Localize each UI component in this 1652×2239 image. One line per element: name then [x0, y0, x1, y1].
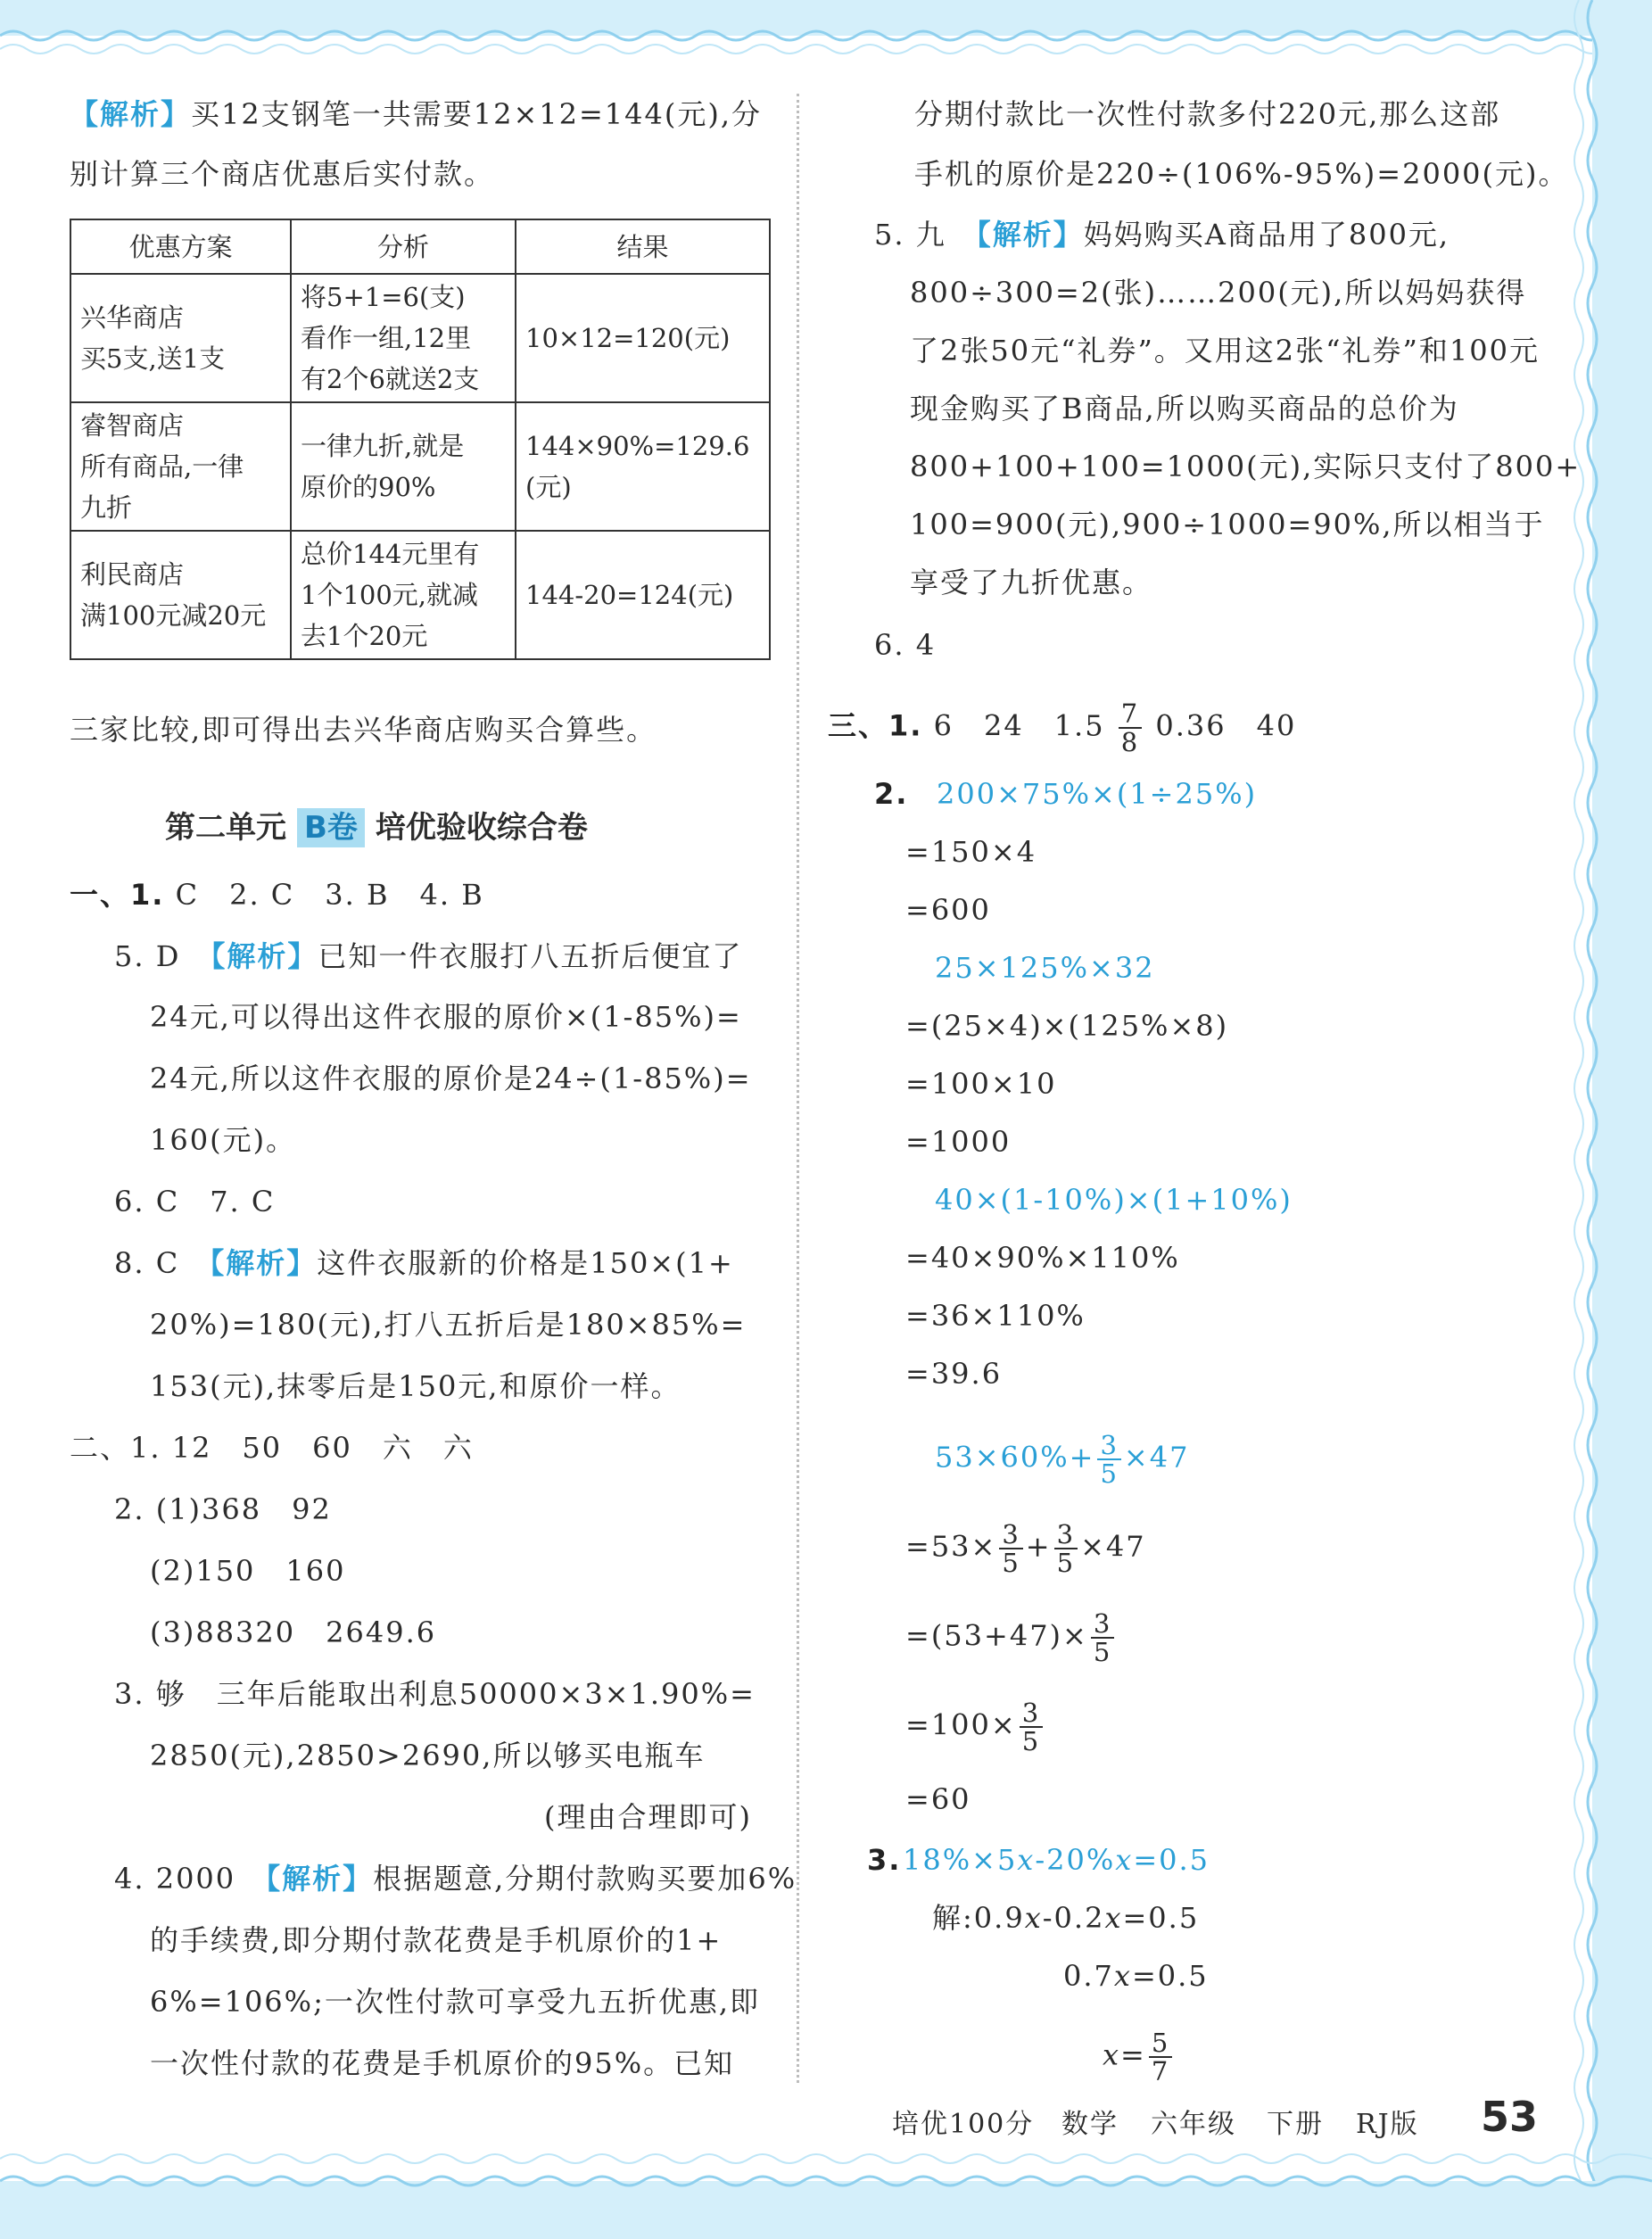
- calc-step: =1000: [905, 1125, 1012, 1159]
- answer-line: 手机的原价是220÷(106%-95%)=2000(元)。: [914, 157, 1569, 191]
- footer-term: 下册: [1267, 2109, 1324, 2140]
- calc-step: =60: [905, 1782, 971, 1816]
- answer-line: 三、1. 6 24 1.5 $\frac{7}{8}$ 0.36 40: [828, 698, 1297, 757]
- calc-step: =39.6: [905, 1357, 1003, 1391]
- table-row: [70, 531, 770, 659]
- fraction: $\frac{3}{5}$: [1020, 1699, 1043, 1755]
- calc-question: 53×60%+ $\frac{3}{5}$ ×47: [935, 1430, 1190, 1489]
- calc-step: =36×110%: [905, 1299, 1086, 1333]
- calc-step: =(25×4)×(125%×8): [905, 1009, 1229, 1043]
- frame-right-decoration: [1557, 0, 1652, 2239]
- calc-step: =100×10: [905, 1067, 1057, 1101]
- analysis-marker: 【解析】: [211, 939, 318, 973]
- equation-step: x= $\frac{5}{7}$: [1103, 2029, 1175, 2085]
- equation-step: 解:0.9x-0.2x=0.5: [932, 1901, 1200, 1935]
- footer-subject: 数学: [1061, 2109, 1119, 2140]
- answer-line: 现金购买了B商品,所以购买商品的总价为: [910, 392, 1459, 425]
- footer-book: 培优100分: [892, 2109, 1035, 2140]
- table-cell: 144-20=124(元): [516, 531, 770, 659]
- answer-line: 2.: [874, 777, 909, 811]
- column-divider: [797, 94, 799, 2083]
- page-number: 53: [1481, 2093, 1539, 2141]
- answer-line: 一次性付款的花费是手机原价的95%。已知: [150, 2046, 735, 2080]
- answer-line: 6. C 7. C: [114, 1185, 276, 1219]
- analysis-marker: 【解析】: [70, 97, 192, 131]
- section-tag: B卷: [297, 808, 365, 847]
- answer-line: 享受了九折优惠。: [910, 566, 1153, 599]
- fraction: $\frac{7}{8}$: [1119, 700, 1142, 756]
- fraction: $\frac{3}{5}$: [1054, 1521, 1078, 1576]
- answer-line: 分期付款比一次性付款多付220元,那么这部: [914, 97, 1501, 131]
- answer-line: 6. 4: [874, 628, 937, 662]
- table-row: [70, 274, 770, 402]
- calc-step: =100× $\frac{3}{5}$: [905, 1699, 1045, 1755]
- answer-line: 24元,可以得出这件衣服的原价×(1-85%)=: [150, 1000, 742, 1034]
- calc-question: 200×75%×(1÷25%): [937, 777, 1258, 811]
- fraction: $\frac{3}{5}$: [1091, 1610, 1114, 1665]
- answer-line: 二、1. 12 50 60 六 六: [70, 1431, 474, 1465]
- answer-line: 了2张50元“礼券”。又用这2张“礼券”和100元: [910, 334, 1540, 368]
- table-cell: 兴华商店 买5支,送1支: [70, 274, 291, 402]
- conclusion-line: 三家比较,即可得出去兴华商店购买合算些。: [70, 713, 657, 747]
- table-cell: 一律九折,就是 原价的90%: [291, 402, 516, 531]
- calc-step: =53× $\frac{3}{5}$ + $\frac{3}{5}$ ×47: [905, 1519, 1146, 1578]
- analysis-marker: 【解析】: [976, 218, 1084, 252]
- table-header: 结果: [516, 219, 770, 274]
- analysis-marker: 【解析】: [210, 1246, 318, 1280]
- answer-line: 160(元)。: [150, 1123, 297, 1157]
- fraction: $\frac{3}{5}$: [1097, 1432, 1120, 1487]
- answer-line: 4. 2000 【解析】根据题意,分期付款购买要加6%: [114, 1862, 797, 1896]
- calc-step: =40×90%×110%: [905, 1241, 1180, 1275]
- answer-line: 2. (1)368 92: [114, 1492, 332, 1526]
- table-row: [70, 402, 770, 531]
- calc-step: =150×4: [905, 835, 1037, 869]
- calc-step: =(53+47)× $\frac{3}{5}$: [905, 1610, 1117, 1665]
- answer-line: 3. 够 三年后能取出利息50000×3×1.90%=: [114, 1677, 756, 1711]
- answer-line: 2850(元),2850>2690,所以够买电瓶车: [150, 1739, 706, 1772]
- analysis-marker: 【解析】: [266, 1862, 374, 1896]
- answer-line: 800÷300=2(张)……200(元),所以妈妈获得: [910, 276, 1527, 310]
- answer-line: (2)150 160: [150, 1554, 346, 1588]
- answer-line: 5. D 【解析】已知一件衣服打八五折后便宜了: [114, 939, 743, 973]
- answer-line: 3.: [867, 1843, 902, 1877]
- answer-line: 24元,所以这件衣服的原价是24÷(1-85%)=: [150, 1062, 752, 1095]
- answer-line: (3)88320 2649.6: [150, 1615, 437, 1649]
- table-cell: 总价144元里有 1个100元,就减 去1个20元: [291, 531, 516, 659]
- table-cell: 睿智商店 所有商品,一律 九折: [70, 402, 291, 531]
- calc-step: =600: [905, 893, 991, 927]
- section-heading: 第二单元 B卷 培优验收综合卷: [165, 810, 588, 846]
- calc-question: 25×125%×32: [935, 951, 1155, 985]
- answer-line: 20%)=180(元),打八五折后是180×85%=: [150, 1308, 747, 1342]
- table-cell: 将5+1=6(支) 看作一组,12里 有2个6就送2支: [291, 274, 516, 402]
- calc-question: 40×(1-10%)×(1+10%): [935, 1183, 1293, 1217]
- equation-question: 18%×5x-20%x=0.5: [903, 1843, 1210, 1877]
- table-cell: 144×90%=129.6 (元): [516, 402, 770, 531]
- footer-grade: 六年级: [1151, 2109, 1236, 2140]
- answer-line: 8. C 【解析】这件衣服新的价格是150×(1+: [114, 1246, 734, 1280]
- answer-line: 100=900(元),900÷1000=90%,所以相当于: [910, 508, 1545, 541]
- answer-line: 6%=106%;一次性付款可享受九五折优惠,即: [150, 1985, 761, 2019]
- fraction: $\frac{5}{7}$: [1149, 2029, 1172, 2085]
- table-cell: 利民商店 满100元减20元: [70, 531, 291, 659]
- answer-line: (理由合理即可): [544, 1800, 752, 1834]
- table-cell: 10×12=120(元): [516, 274, 770, 402]
- fraction: $\frac{3}{5}$: [999, 1521, 1022, 1576]
- answer-line: 5. 九 【解析】妈妈购买A商品用了800元,: [874, 218, 1450, 252]
- table-header: 优惠方案: [70, 219, 291, 274]
- table-header: 分析: [291, 219, 516, 274]
- equation-step: 0.7x=0.5: [1063, 1959, 1209, 1993]
- answer-line: 一、1. C 2. C 3. B 4. B: [70, 878, 484, 912]
- intro-line-1: 【解析】买12支钢笔一共需要12×12=144(元),分: [70, 97, 763, 131]
- footer-edition: RJ版: [1356, 2109, 1419, 2140]
- discount-table: [70, 219, 771, 660]
- table-header-row: [70, 219, 770, 274]
- answer-line: 153(元),抹零后是150元,和原价一样。: [150, 1369, 681, 1403]
- intro-line-2: 别计算三个商店优惠后实付款。: [70, 157, 495, 191]
- answer-line: 的手续费,即分期付款花费是手机原价的1+: [150, 1923, 723, 1957]
- answer-line: 800+100+100=1000(元),实际只支付了800+: [910, 450, 1582, 483]
- frame-top-decoration: [0, 0, 1652, 62]
